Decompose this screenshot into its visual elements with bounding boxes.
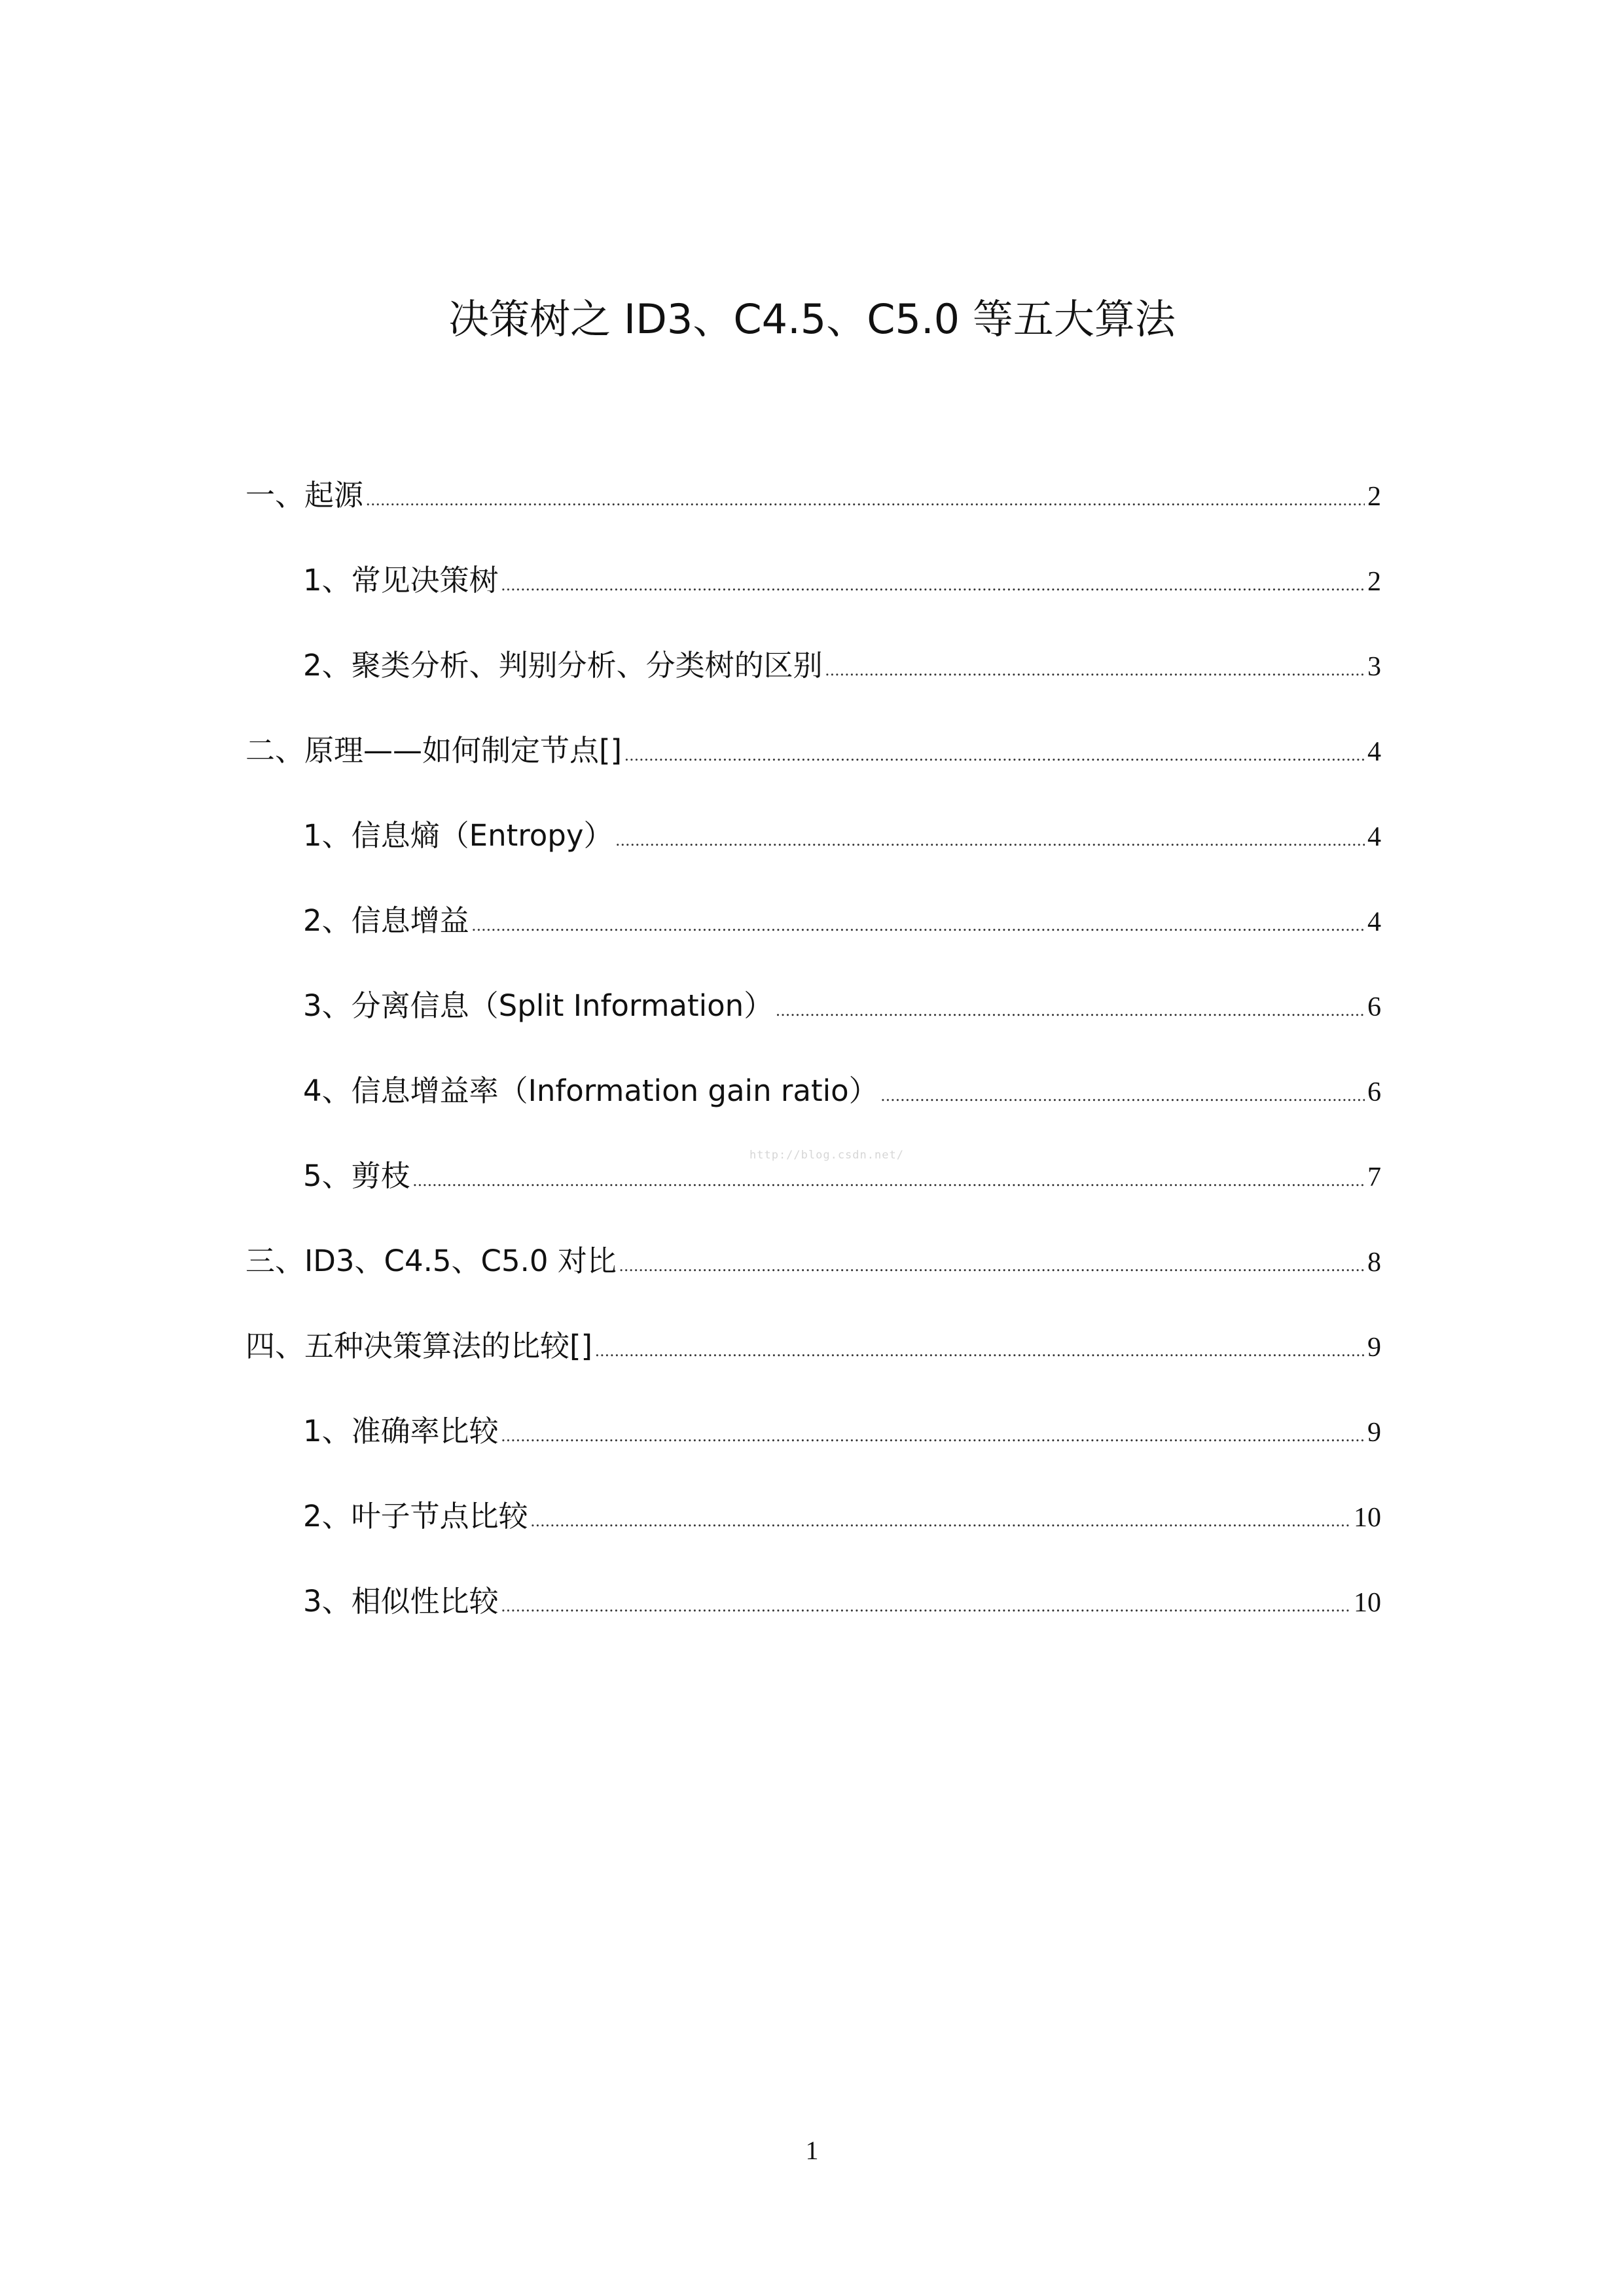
toc-dot-leader	[776, 988, 1365, 1033]
toc-entry-entropy[interactable]	[303, 813, 1381, 859]
toc-dot-leader	[624, 732, 1365, 778]
toc-dot-leader	[472, 903, 1365, 948]
toc-entry-similarity[interactable]	[303, 1579, 1381, 1624]
toc-entry-label: 3、相似性比较	[303, 1584, 499, 1619]
toc-entry-split-information[interactable]	[303, 983, 1381, 1029]
watermark: http://blog.csdn.net/	[749, 1149, 904, 1162]
toc-entry-label: 四、五种决策算法的比较[]	[245, 1329, 593, 1363]
toc-entry-label: 4、信息增益率（Information gain ratio）	[303, 1073, 878, 1108]
toc-entry-label: 2、信息增益	[303, 903, 469, 938]
toc-entry-origin[interactable]	[245, 473, 1381, 518]
toc-entry-label: 5、剪枝	[303, 1158, 410, 1193]
toc-entry-label: 2、叶子节点比较	[303, 1499, 528, 1534]
toc-page-number: 3	[1367, 652, 1381, 682]
toc-page-number: 10	[1354, 1588, 1381, 1618]
toc-entry-accuracy[interactable]	[303, 1408, 1381, 1454]
toc-entry-common-trees[interactable]	[303, 558, 1381, 603]
toc-page-number: 4	[1367, 737, 1381, 767]
toc-entry-information-gain[interactable]	[303, 898, 1381, 944]
toc-dot-leader	[881, 1073, 1365, 1119]
toc-dot-leader	[366, 477, 1365, 523]
toc-entry-label: 二、原理——如何制定节点[]	[245, 733, 623, 768]
toc-entry-label: 一、起源	[245, 478, 364, 512]
toc-page-number: 2	[1367, 482, 1381, 512]
toc-dot-leader	[501, 562, 1365, 608]
toc-entry-leaf-nodes[interactable]	[303, 1494, 1381, 1539]
toc-entry-analysis-differences[interactable]	[303, 643, 1381, 689]
page-title: 决策树之 ID3、C4.5、C5.0 等五大算法	[448, 295, 1176, 343]
toc-entry-principle[interactable]	[245, 728, 1381, 774]
toc-dot-leader	[619, 1243, 1365, 1289]
toc-page-number: 7	[1367, 1162, 1381, 1193]
toc-dot-leader	[615, 817, 1365, 863]
page-number: 1	[805, 2136, 819, 2165]
toc-page-number: 6	[1367, 992, 1381, 1022]
toc-page-number: 10	[1354, 1503, 1381, 1533]
toc-dot-leader	[531, 1498, 1351, 1544]
toc-page-number: 9	[1367, 1333, 1381, 1363]
toc-page-number: 4	[1367, 822, 1381, 852]
toc-page-number: 6	[1367, 1077, 1381, 1107]
toc-dot-leader	[825, 647, 1365, 693]
toc-dot-leader	[501, 1413, 1365, 1459]
toc-entry-gain-ratio[interactable]	[303, 1068, 1381, 1114]
toc-dot-leader	[413, 1158, 1365, 1204]
toc-entry-label: 1、信息熵（Entropy）	[303, 818, 613, 853]
toc-entry-five-algorithms[interactable]	[245, 1323, 1381, 1369]
toc-dot-leader	[595, 1328, 1365, 1374]
toc-entry-label: 3、分离信息（Split Information）	[303, 988, 774, 1023]
toc-entry-label: 2、聚类分析、判别分析、分类树的区别	[303, 648, 823, 683]
toc-entry-label: 1、常见决策树	[303, 563, 499, 598]
toc-page-number: 2	[1367, 567, 1381, 597]
toc-entry-label: 三、ID3、C4.5、C5.0 对比	[245, 1244, 617, 1278]
toc-entry-comparison[interactable]	[245, 1238, 1381, 1284]
toc-page-number: 4	[1367, 907, 1381, 937]
toc-page-number: 9	[1367, 1418, 1381, 1448]
toc-entry-label: 1、准确率比较	[303, 1414, 499, 1448]
toc-dot-leader	[501, 1583, 1351, 1629]
toc-page-number: 8	[1367, 1247, 1381, 1278]
